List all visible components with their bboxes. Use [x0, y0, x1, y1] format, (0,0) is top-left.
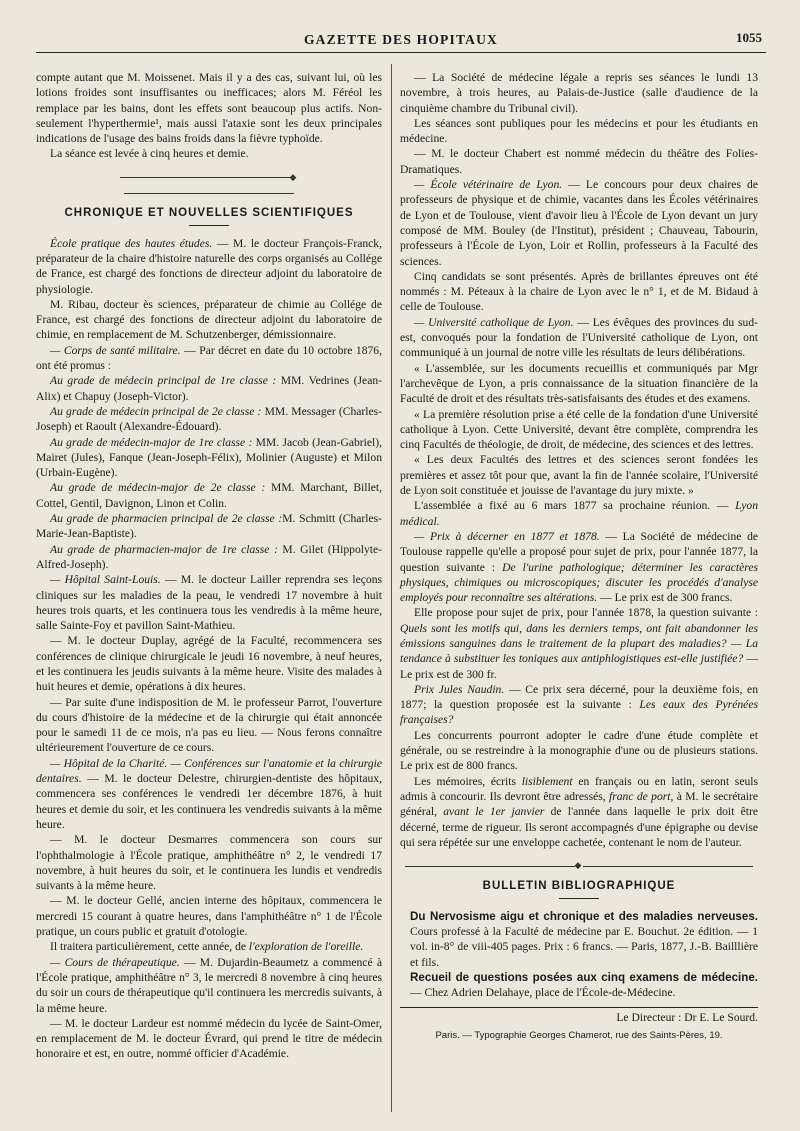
prize-question: De l'urine pathologique; déterminer les caractères physiques, chimiques ou microscopiques; discuter les procédés d'analyse employés pour reconnaître ses altérations.	[400, 560, 758, 605]
section-title: CHRONIQUE ET NOUVELLES SCIENTIFIQUES	[64, 207, 354, 220]
printer-imprint: Paris. — Typographie Georges Chamerot, rue des Saints-Pères, 19.	[435, 1029, 723, 1041]
paragraph-text: — Le prix est de 300 fr.	[400, 652, 758, 681]
source-citation: Lyon médical.	[400, 499, 758, 528]
news-item	[36, 542, 382, 573]
bibliography-title: Recueil de questions posées aux cinq examens de médecine.	[410, 970, 758, 984]
paragraph	[400, 605, 758, 681]
news-item-title: Au grade de médecin-major de 2e classe :	[50, 481, 266, 495]
news-item	[400, 529, 758, 605]
news-item	[36, 404, 382, 435]
paragraph	[36, 939, 382, 954]
bibliography-details: — Chez Adrien Delahaye, place de l'École-de-Médecine.	[410, 986, 676, 1000]
news-item-title: Au grade de pharmacien-major de 1re classe :	[50, 542, 278, 556]
paragraph: « Les deux Facultés des lettres et des sciences seront fondées les premières et assez tôt pour que, avant la fin de l'année scolaire, l'Université de Lyon soit constituée et jouisse de l'avantage du jury mixte. »	[400, 453, 758, 498]
paragraph-emphasis: lisiblement	[521, 774, 573, 788]
news-item-text: — M. le docteur Delestre, chirurgien-dentiste des hôpitaux, commencera ses conférences le vendredi 1er décembre 1876, à huit heures et demie du soir, et les continuera les vendredis suivants à la même heure.	[36, 772, 382, 831]
paragraph-text: à M. le secrétaire général,	[400, 789, 759, 819]
director-signature: Le Directeur : Dr E. Le Sourd.	[400, 1007, 758, 1025]
news-item-text: — M. le docteur François-Franck, préparateur de la chaire d'histoire naturelle des corps organisés au Collége de France, est chargé des fonctions de directeur adjoint du laboratoire de physiologie.	[36, 236, 382, 296]
paragraph: M. Ribau, docteur ès sciences, préparateur de chimie au Collége de France, est chargé des fonctions de directeur adjoint du laboratoire de chimie, en remplacement de M. Schutzenberger, démissionnaire.	[36, 297, 382, 342]
news-item-text: MM. Vedrines (Jean-Alix) et Chapuy (Joseph-Victor).	[36, 374, 382, 403]
paragraph: La séance est levée à cinq heures et demie.	[50, 147, 249, 161]
news-item-title: — Prix à décerner en 1877 et 1878.	[414, 529, 600, 543]
news-item-title: — Hôpital de la Charité. — Conférences sur l'anatomie et la chirurgie dentaires.	[36, 756, 382, 786]
page-number: 1055	[736, 30, 762, 45]
news-item	[36, 572, 382, 633]
paragraph-emphasis: franc de port,	[609, 789, 674, 803]
news-item-title: — Corps de santé militaire.	[50, 343, 181, 357]
section-rule	[189, 225, 229, 226]
paragraph-text: en français ou en latin, seront seuls admis à concourir. Ils devront être adressés,	[400, 774, 758, 803]
paragraph: Cinq candidats se sont présentés. Après de brillantes épreuves ont été nommés : M. Péteaux à la chaire de Lyon avec le n° 1, et de M. Bidaud à celle de Toulouse.	[400, 269, 758, 314]
paragraph: Les concurrents pourront adopter le cadre d'une étude complète et générale, ou se restreindre à la monographie d'une ou de plusieurs stations. Le prix est de 800 francs.	[400, 728, 758, 773]
news-item-title: — Université catholique de Lyon.	[414, 315, 574, 329]
paragraph-text: Les mémoires, écrits	[414, 774, 522, 788]
paragraph-text: Il traitera particulièrement, cette année, de	[50, 940, 249, 954]
column-divider	[391, 64, 392, 1112]
news-item-title: Au grade de médecin principal de 1re classe :	[50, 374, 277, 388]
bibliography-entry	[396, 970, 758, 1001]
news-item-text: M. Gilet (Hippolyte-Alfred-Joseph).	[36, 542, 382, 571]
paragraph	[400, 498, 758, 529]
paragraph: « La première résolution prise a été celle de la fondation d'une Université catholique à Lyon. Cette Université, devant être complète, comprendra les cinq Facultés de théologie, de droit, de médecine, des sciences et des lettres.	[400, 407, 758, 452]
news-item-title: Au grade de médecin principal de 2e classe :	[50, 404, 262, 418]
news-item	[400, 682, 758, 728]
news-item-text: — M. le docteur Lailler reprendra ses leçons cliniques sur les maladies de la peau, le vendredi 17 novembre à huit heures trois quarts, et les continuera tous les vendredis à la même heure, salle Sainte-Foy et pavillon Saint-Mathieu.	[36, 573, 383, 633]
section-rule	[559, 898, 599, 899]
paragraph: — M. le docteur Duplay, agrégé de la Faculté, recommencera ses conférences de clinique chirurgicale le jeudi 16 novembre, à neuf heures, et les continuera les jeudis suivants à la même heure. Visite des malades à huit heures et demie, opérations à dix heures.	[36, 634, 382, 694]
paragraph-text: L'assemblée a fixé au 6 mars 1877 sa prochaine réunion. —	[414, 499, 736, 513]
news-item-text: — La Société de médecine de Toulouse rappelle qu'elle a proposé pour sujet de prix, pour l'année 1877, la question suivante :	[400, 529, 759, 574]
news-item-title: Prix Jules Naudin.	[414, 682, 505, 696]
paragraph-text: Elle propose pour sujet de prix, pour l'année 1878, la question suivante :	[414, 606, 758, 620]
news-item-text: — Les évêques des provinces du sud-est, convoqués pour la fondation de l'Université catholique de Lyon, ont communiqué à un journal de notre ville les résultats de leurs délibérations.	[400, 315, 758, 360]
separator-rule: ◆	[400, 858, 758, 873]
news-item	[36, 955, 382, 1016]
news-item	[36, 511, 382, 542]
news-item-text: MM. Messager (Charles-Joseph) et Raoult (Alexandre-Édouard).	[36, 404, 382, 434]
news-item-text: M. Schmitt (Charles-Marie-Jean-Baptiste).	[36, 512, 382, 541]
paragraph: compte autant que M. Moissenet. Mais il y a des cas, suivant lui, où les lotions froides sont insuffisantes ou inefficaces; alors M. Féréol les remplace par les bains, dont les effets sont beaucoup plus actifs. Non-seulement l'hyperthermie¹, mais aussi l'ataxie sont les deux principales indications de l'usage des bains froids dans la fièvre typhoïde.	[36, 71, 382, 146]
paragraph: « L'assemblée, sur les documents recueillis et communiqués par Mgr l'archevêque de Lyon, a pris connaissance de la situation financière de la Faculté de droit et des résultats très-satisfaisants des études et des examens.	[400, 361, 758, 406]
separator-rule: ◆	[36, 170, 382, 201]
paragraph	[400, 774, 758, 850]
paragraph: — Par suite d'une indisposition de M. le professeur Parrot, l'ouverture du cours d'histoire de la médecine et de la chirurgie qui était annoncée pour le samedi 11 de ce mois, n'a pas eu lieu. — Nous ferons connaître ultérieurement l'ouverture de ce cours.	[36, 695, 382, 755]
news-item	[400, 177, 758, 269]
paragraph-emphasis: l'exploration de l'oreille.	[248, 940, 364, 954]
news-item	[36, 756, 382, 832]
news-item-text: — Par décret en date du 10 octobre 1876, ont été promus :	[36, 343, 382, 373]
news-item-title: Au grade de pharmacien principal de 2e classe :	[50, 512, 283, 526]
news-item-text: — M. Dujardin-Beaumetz a commencé à l'École pratique, amphithéâtre n° 3, le mercredi 8 novembre à cinq heures du soir un cours de thérapeutique qu'il continuera les mercredis suivants, à la même heure.	[36, 955, 382, 1015]
left-column	[36, 70, 382, 1062]
news-item-text: — Le prix est de 300 francs.	[597, 591, 733, 605]
journal-title: GAZETTE DES HOPITAUX	[303, 32, 499, 47]
news-item	[36, 373, 382, 404]
paragraph: — M. le docteur Gellé, ancien interne des hôpitaux, commencera le mercredi 15 courant à quatre heures, dans l'amphithéâtre n° 1 de l'École pratique, un cours public et gratuit d'otologie.	[36, 894, 382, 939]
news-item-title: — École vétérinaire de Lyon.	[414, 178, 563, 192]
news-item-text: MM. Jacob (Jean-Gabriel), Mairet (Jules), Fanque (Jean-Joseph-Félix), Molinier (Auguste) et Milon (Urbain-Eugène).	[36, 435, 382, 480]
prize-question: Les eaux des Pyrénées françaises?	[400, 698, 758, 727]
paragraph-emphasis: avant le 1er janvier	[443, 805, 545, 819]
news-item	[36, 343, 382, 374]
news-item	[36, 480, 382, 511]
bibliography-details: Cours professé à la Faculté de médecine par E. Bouchut. 2e édition. — 1 vol. in-8° de viii-405 pages. Prix : 6 francs. — Paris, 1877, J.-B. Bailllière et fils.	[410, 925, 758, 969]
news-item-text: MM. Marchant, Billet, Cottel, Gentil, Davignon, Linon et Colin.	[36, 481, 382, 510]
news-item-text: — Le concours pour deux chaires de professeurs de physique et de chimie, vacantes dans les Écoles vétérinaires de Lyon et de Toulouse, vient d'avoir lieu à l'École de Lyon devant un jury composé de MM. Bouley (de l'Institut), président ; Chauveau, Tabourin, professeurs à l'École de Lyon, Loir et Rollin, professeurs à la Faculté des sciences.	[400, 178, 758, 268]
right-column	[400, 70, 758, 1043]
prize-question: Quels sont les motifs qui, dans les derniers temps, ont fait abandonner les émissions sanguines dans le traitement de la plupart des maladies? — La tendance à substituer les toniques aux antiphlogistiques est-elle justifiée?	[400, 621, 758, 666]
paragraph: — M. le docteur Desmarres commencera son cours sur l'ophthalmologie à l'École pratique, amphithéâtre n° 2, le vendredi 17 novembre, à huit heures du soir, et le continuera les lundis et vendredis suivants à la même heure.	[36, 833, 382, 893]
paragraph: — La Société de médecine légale a repris ses séances le lundi 13 novembre, à trois heures, au Palais-de-Justice (salle d'audience de la cinquième chambre du Tribunal civil).	[400, 71, 758, 115]
section-title: BULLETIN BIBLIOGRAPHIQUE	[482, 880, 676, 893]
news-item-title: — Cours de thérapeutique.	[50, 955, 180, 969]
news-item-title: Au grade de médecin-major de 1re classe :	[50, 435, 253, 449]
news-item-text: — Ce prix sera décerné, pour la deuxième fois, en 1877; la question proposée est la suivante :	[400, 682, 758, 712]
news-item	[36, 236, 382, 297]
bibliography-title: Du Nervosisme aigu et chronique et des maladies nerveuses.	[410, 909, 758, 923]
news-item-title: — Hôpital Saint-Louis.	[50, 573, 161, 587]
paragraph: — M. le docteur Lardeur est nommé médecin du lycée de Saint-Omer, en remplacement de M. le docteur Évrard, qui prend le titre de médecin honoraire et est, en outre, nommé officier d'Académie.	[36, 1016, 382, 1061]
paragraph: Les séances sont publiques pour les médecins et pour les étudiants en médecine.	[400, 116, 758, 146]
bibliography-entry	[396, 909, 758, 970]
news-item-title: École pratique des hautes études.	[50, 236, 213, 250]
paragraph: — M. le docteur Chabert est nommé médecin du théâtre des Folies-Dramatiques.	[400, 147, 758, 176]
paragraph-text: de l'année dans laquelle le prix doit être décerné, terme de rigueur. Ils seront accompagnés d'une épigraphe ou devise qui sera répétée sur une enveloppe cachetée, contenant le nom de l'auteur.	[400, 805, 758, 849]
page-header	[36, 30, 766, 53]
news-item	[36, 435, 382, 481]
news-item	[400, 315, 758, 361]
